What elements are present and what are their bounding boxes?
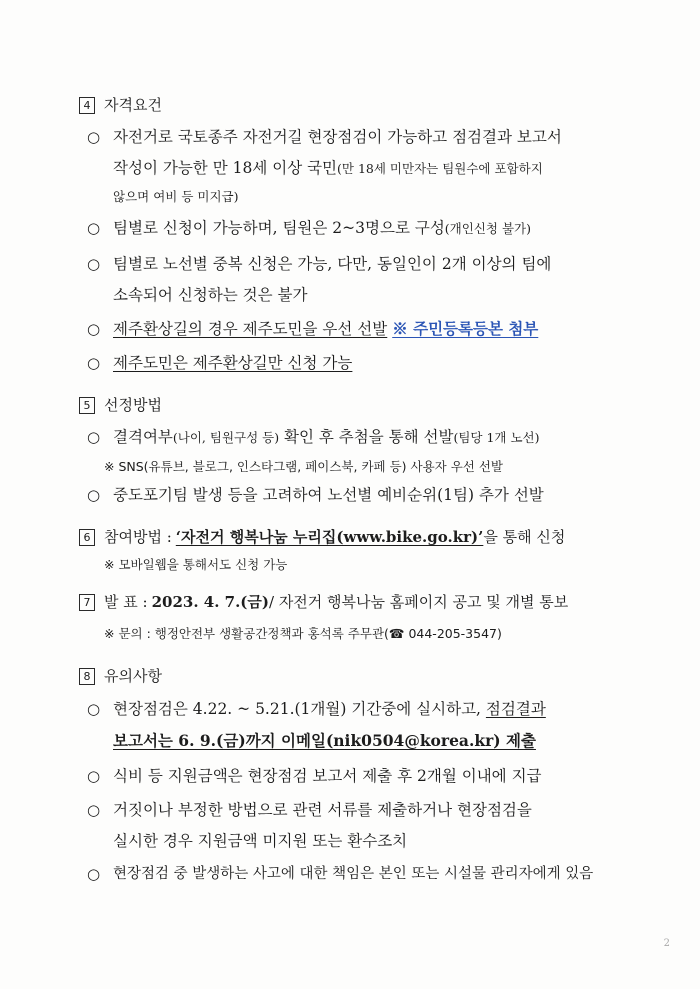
page-mark: 2 [663,938,670,949]
s4-b2 [113,217,531,240]
bullet-icon: ○ [87,486,101,504]
bullet-icon: ○ [87,428,101,446]
bullet-icon: ○ [87,767,101,785]
s4-b4-highlight: ※ 주민등록등본 첨부 [392,319,539,338]
section-number-box: 6 [79,529,95,546]
s7-date: 2023. 4. 7.(금) [151,593,269,611]
s8-b1-line1-main: 현장점검은 4.22. ~ 5.21.(1개월) 기간중에 실시하고, [113,700,486,718]
section-title: 자격요건 [104,96,162,114]
section-4-heading [79,95,162,115]
s5-b1-small1: (나이, 팀원구성 등) [172,430,280,445]
s8-b1-line1 [113,698,546,720]
s7-suffix: / 자전거 행복나눔 홈페이지 공고 및 개별 통보 [269,593,569,611]
bullet-icon: ○ [87,320,101,338]
bullet-icon: ○ [87,354,101,372]
bullet-icon: ○ [87,801,101,819]
s6-note: ※ 모바일웹을 통해서도 신청 가능 [104,557,288,572]
s8-b4: 현장점검 중 발생하는 사고에 대한 책임은 본인 또는 시설물 관리자에게 있음 [113,866,594,882]
bullet-icon: ○ [87,255,101,273]
s8-b1-line2 [113,730,536,752]
s5-b1 [113,426,540,449]
s6-suffix: 을 통해 신청 [483,528,566,546]
section-number-box: 4 [79,97,95,114]
section-title: 유의사항 [104,667,162,685]
s5-b1-main2: 확인 후 추첨을 통해 선발 [279,428,454,446]
s6-site-link-text: ‘자전거 행복나눔 누리집(www.bike.go.kr)’ [175,528,484,546]
section-title: 선정방법 [104,396,162,414]
s4-b1-line2-main: 작성이 가능한 만 18세 이상 국민 [113,159,338,177]
s4-b2-main: 팀별로 신청이 가능하며, 팀원은 2~3명으로 구성 [113,219,445,237]
s4-b1-line2-small: (만 18세 미만자는 팀원수에 포함하지 [337,161,543,176]
s8-b1-line2-underlined: 보고서는 6. 9.(금)까지 이메일(nik0504@korea.kr) 제출 [113,731,536,750]
s4-b1-line2 [113,157,543,180]
s5-b1-main1: 결격여부 [113,428,173,446]
s4-b2-small: (개인신청 불가) [444,221,531,236]
s8-b1-line1-underlined: 점검결과 [485,700,546,718]
s8-b3-line1: 거짓이나 부정한 방법으로 관련 서류를 제출하거나 현장점검을 [113,801,532,819]
section-number-box: 5 [79,397,95,414]
bullet-icon: ○ [87,128,101,146]
bullet-icon: ○ [87,865,101,883]
s8-b2: 식비 등 지원금액은 현장점검 보고서 제출 후 2개월 이내에 지급 [113,767,542,785]
s4-b5 [113,352,352,374]
s8-b3-line2: 실시한 경우 지원금액 미지원 또는 환수조치 [113,832,408,850]
s5-b1-small2: (팀당 1개 노선) [453,430,540,445]
section-number-box: 7 [79,594,95,611]
s7-note: ※ 문의 : 행정안전부 생활공간정책과 홍석록 주무관(☎ 044-205-3547) [104,626,502,641]
section-5-heading [79,395,162,415]
s4-b1-line1: 자전거로 국토종주 자전거길 현장점검이 가능하고 점검결과 보고서 [113,128,562,146]
s4-b3-line1: 팀별로 노선별 중복 신청은 가능, 다만, 동일인이 2개 이상의 팀에 [113,255,552,273]
s6-prefix: 참여방법 : [104,528,172,546]
s4-b3-line2: 소속되어 신청하는 것은 불가 [113,286,308,304]
section-6-heading [79,527,565,547]
section-8-heading [79,666,162,686]
s4-b4 [113,318,538,340]
s5-b2: 중도포기팀 발생 등을 고려하여 노선별 예비순위(1팀) 추가 선발 [113,486,544,504]
s4-b4-main: 제주환상길의 경우 제주도민을 우선 선발 [113,320,388,338]
bullet-icon: ○ [87,219,101,237]
s4-b1-line3: 않으며 여비 등 미지급) [113,189,239,204]
section-7-heading [79,592,568,612]
section-number-box: 8 [79,668,95,685]
s4-b5-main: 제주도민은 제주환상길만 신청 가능 [113,354,353,372]
s7-prefix: 발 표 : [104,593,148,611]
bullet-icon: ○ [87,700,101,718]
s5-note: ※ SNS(유튜브, 블로그, 인스타그램, 페이스북, 카페 등) 사용자 우선 선발 [104,459,503,474]
